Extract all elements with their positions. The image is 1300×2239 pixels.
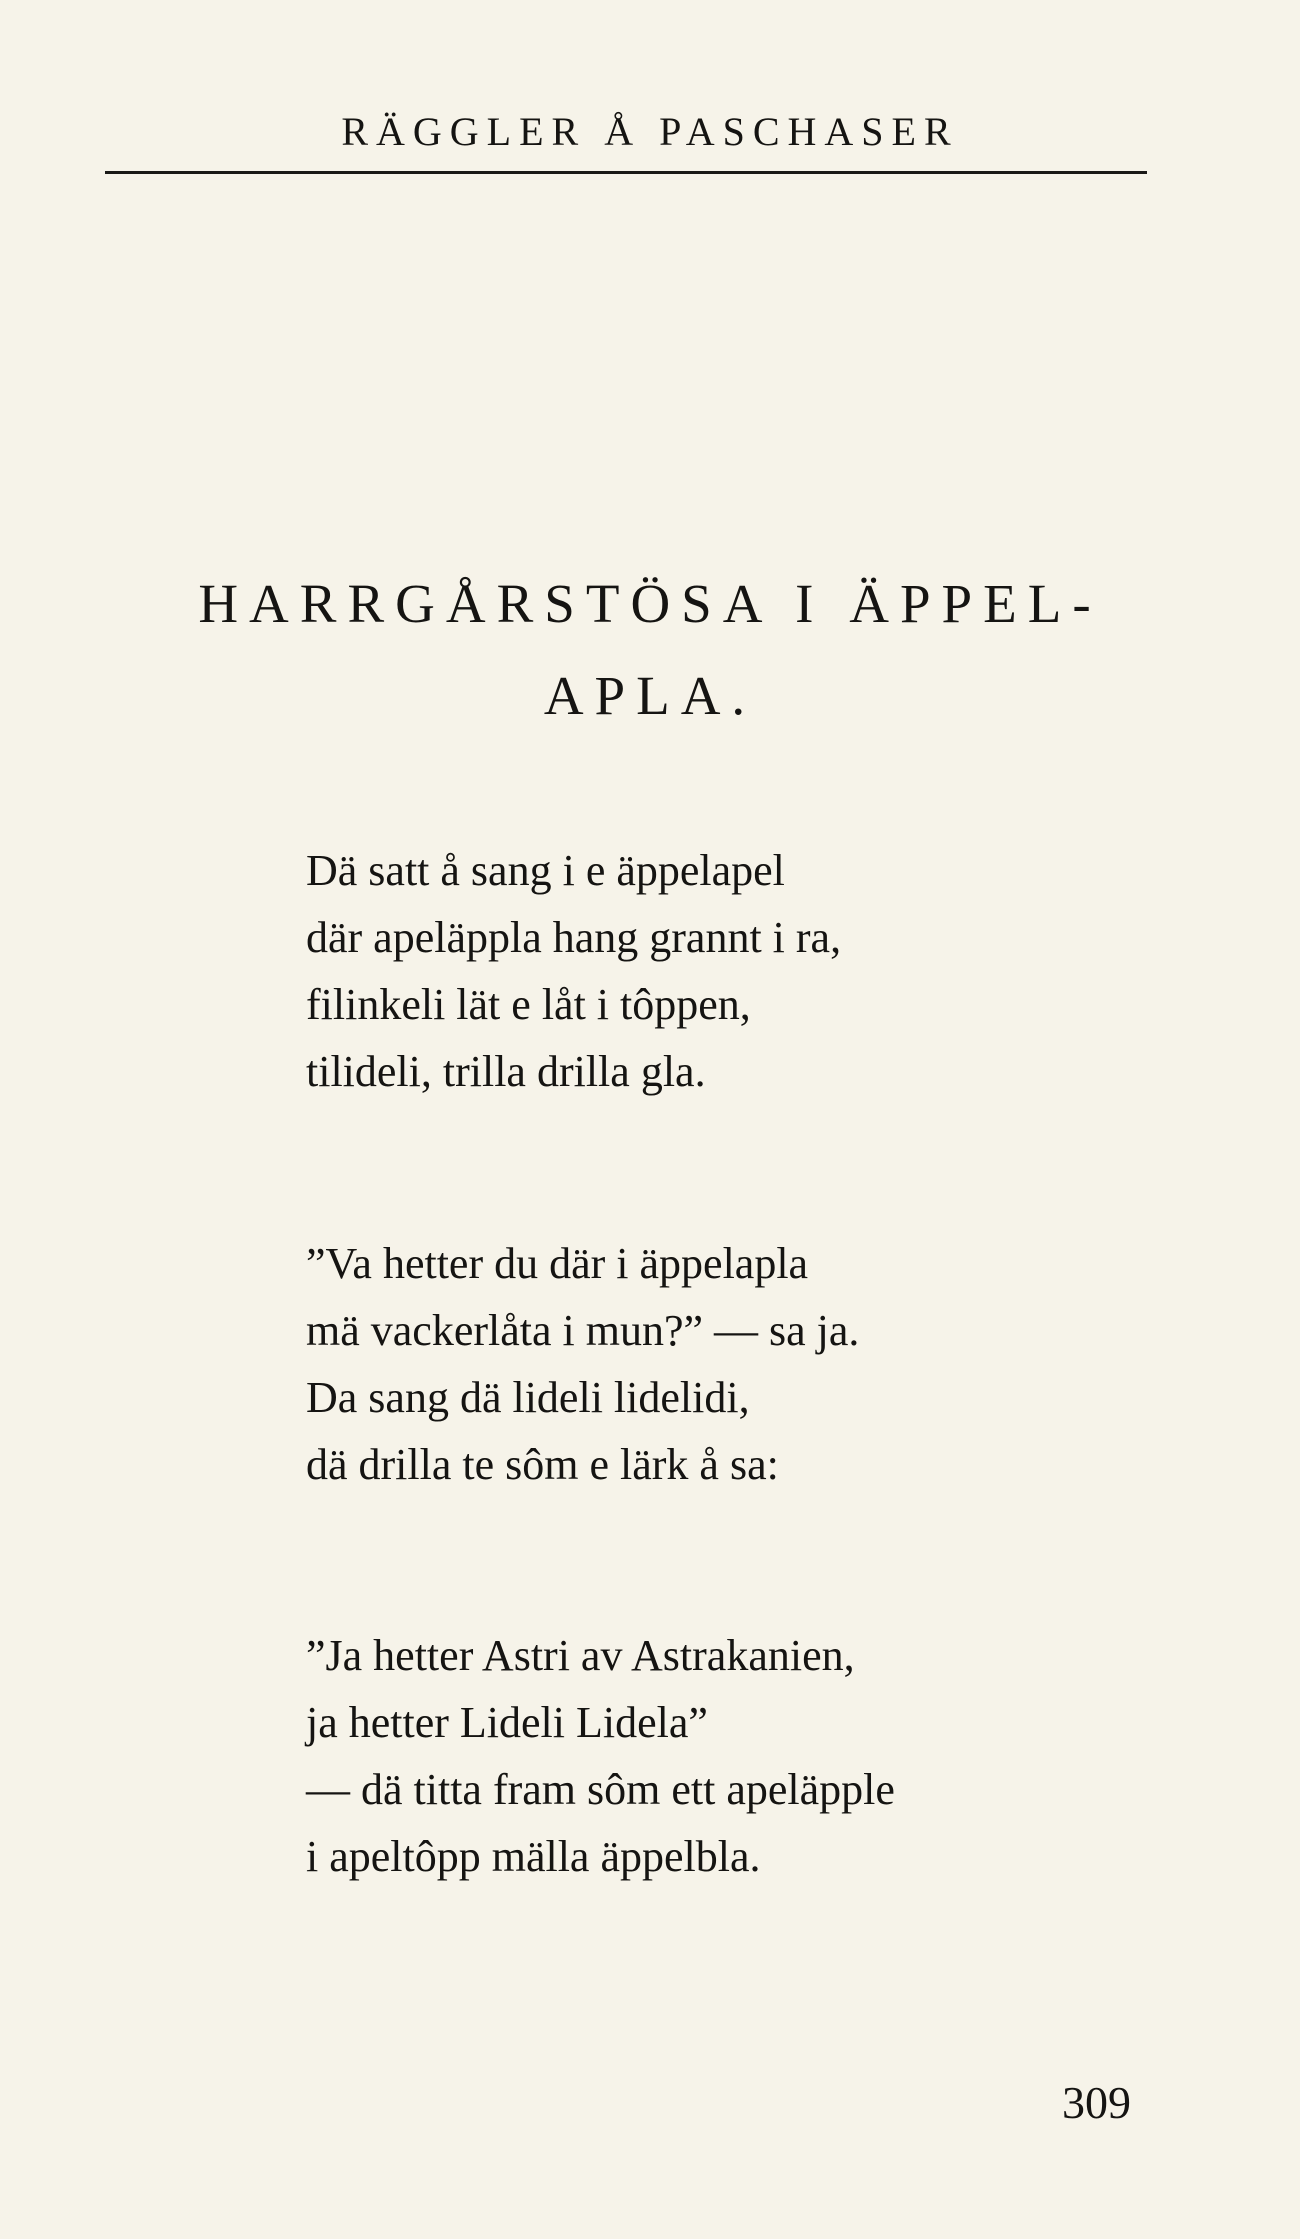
poem-title-line-1: HARRGÅRSTÖSA I ÄPPEL- (198, 573, 1102, 634)
stanza-1 (306, 837, 1206, 1105)
verse-line: filinkeli lät e låt i tôppen, (306, 980, 751, 1029)
stanza-3 (306, 1622, 1206, 1890)
page-number: 309 (1062, 2077, 1131, 2128)
verse-line: där apeläppla hang grannt i ra, (306, 913, 842, 962)
verse-line: Dä satt å sang i e äppelapel (306, 846, 785, 895)
header-rule (105, 171, 1147, 174)
verse-line: dä drilla te sôm e lärk å sa: (306, 1440, 779, 1489)
verse-line: Da sang dä lideli lidelidi, (306, 1373, 750, 1422)
verse-line: mä vackerlåta i mun?” — sa ja. (306, 1306, 860, 1355)
verse-line: ”Ja hetter Astri av Astrakanien, (306, 1631, 855, 1680)
verse-line: ”Va hetter du där i äppelapla (306, 1239, 809, 1288)
verse-line: ja hetter Lideli Lidela” (306, 1698, 708, 1747)
running-head: RÄGGLER Å PASCHASER (341, 109, 959, 154)
poem-title-line-2: APLA. (543, 665, 757, 726)
verse-line: — dä titta fram sôm ett apeläpple (306, 1765, 895, 1814)
verse-line: i apeltôpp mälla äppelbla. (306, 1832, 761, 1881)
verse-line: tilideli, trilla drilla gla. (306, 1047, 706, 1096)
stanza-2 (306, 1230, 1206, 1498)
